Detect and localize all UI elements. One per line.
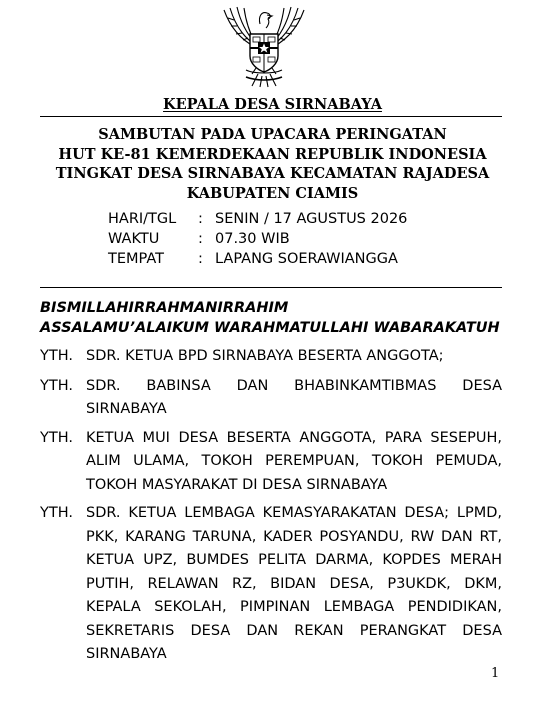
title-line: TINGKAT DESA SIRNABAYA KECAMATAN RAJADESA <box>55 165 490 182</box>
info-colon: : <box>198 231 203 247</box>
addressee-prefix: YTH. <box>40 505 73 521</box>
addressee-text: SDR. KETUA BPD SIRNABAYA BESERTA ANGGOTA; <box>86 348 444 364</box>
bismillah-line: BISMILLAHIRRAHMANIRRAHIM <box>40 300 289 316</box>
list-item <box>40 345 502 369</box>
title-line: HUT KE-81 KEMERDEKAAN REPUBLIK INDONESIA <box>58 145 487 163</box>
addressee-text: SDR. KETUA LEMBAGA KEMASYARAKATAN DESA; LPMD, PKK, KARANG TARUNA, KADER POSYANDU, RW DAN RT, KETUA UPZ, BUMDES PELITA DARMA, KOPDES MERAH PUTIH, RELAWAN RZ, BIDAN DESA, P3UKDK, DKM, KEPALA SEKOLAH, PIMPINAN LEMBAGA PENDIDIKAN, SEKRETARIS DESA DAN REKAN PERANGKAT DESA SIRNABAYA <box>86 505 502 662</box>
list-item <box>40 502 502 667</box>
addressee-list <box>40 345 502 667</box>
addressee-text: SDR. BABINSA DAN BHABINKAMTIBMAS DESA SIRNABAYA <box>86 377 502 417</box>
garuda-emblem-icon <box>216 4 312 88</box>
info-value: 07.30 WIB <box>215 231 290 247</box>
info-value: SENIN / 17 AGUSTUS 2026 <box>215 211 408 227</box>
speech-title <box>0 125 545 203</box>
opening-greeting <box>40 298 500 338</box>
event-info-row <box>108 209 407 229</box>
event-info <box>108 209 407 269</box>
event-info-row <box>108 229 407 249</box>
addressee-prefix: YTH. <box>40 348 73 364</box>
header-divider <box>40 116 502 117</box>
section-divider <box>40 287 502 288</box>
title-line: SAMBUTAN PADA UPACARA PERINGATAN <box>98 126 447 143</box>
info-label: TEMPAT <box>108 251 164 267</box>
page-number: 1 <box>491 666 500 681</box>
list-item <box>40 427 502 498</box>
info-value: LAPANG SOERAWIANGGA <box>215 251 398 267</box>
addressee-prefix: YTH. <box>40 429 73 446</box>
info-colon: : <box>198 251 203 267</box>
addressee-text: KETUA MUI DESA BESERTA ANGGOTA, PARA SESEPUH, ALIM ULAMA, TOKOH PEREMPUAN, TOKOH PEMUDA, TOKOH MASYARAKAT DI DESA SIRNABAYA <box>86 429 502 493</box>
title-line: KABUPATEN CIAMIS <box>186 184 359 202</box>
info-colon: : <box>198 211 203 227</box>
addressee-prefix: YTH. <box>40 377 73 394</box>
office-title: KEPALA DESA SIRNABAYA <box>163 96 382 113</box>
salam-line: ASSALAMU’ALAIKUM WARAHMATULLAHI WABARAKATUH <box>40 320 500 336</box>
list-item <box>40 375 502 422</box>
info-label: HARI/TGL <box>108 211 177 227</box>
info-label: WAKTU <box>108 231 160 247</box>
event-info-row <box>108 249 407 269</box>
